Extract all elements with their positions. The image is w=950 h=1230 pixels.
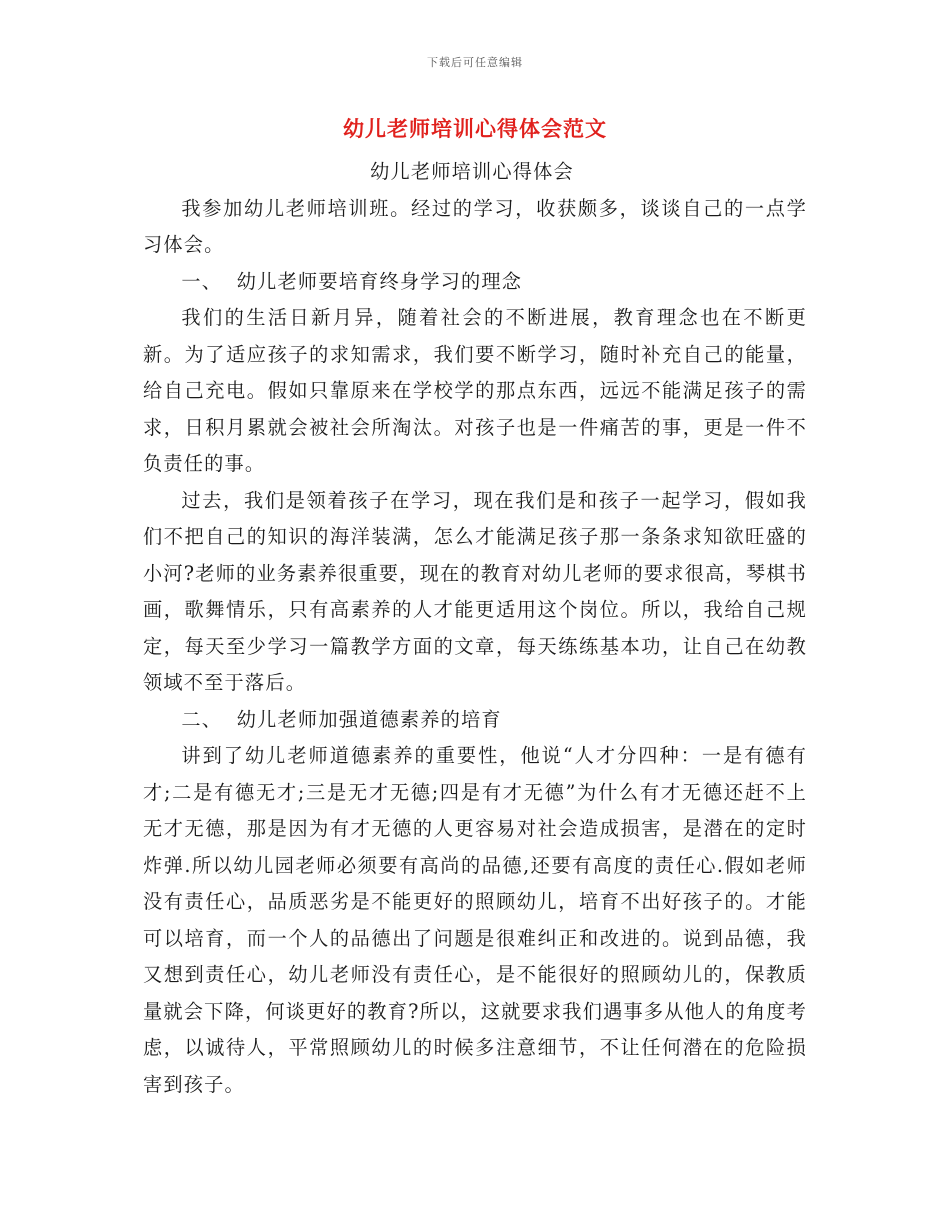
document-subtitle: 幼儿老师培训心得体会 <box>370 160 574 183</box>
section-1-paragraph: 我们的生活日新月异，随着社会的不断进展，教育理念也在不断更新。为了适应孩子的求知需求，我们要不断学习，随时补充自己的能量，给自己充电。假如只靠原来在学校学的那点东西，远远不能满足孩子的需求，日积月累就会被社会所淘汰。对孩子也是一件痛苦的事，更是一件不负责任的事。 <box>143 306 807 475</box>
document-title: 幼儿老师培训心得体会范文 <box>343 117 607 141</box>
section-1-heading: 一、 幼儿老师要培育终身学习的理念 <box>181 269 523 293</box>
section-2-heading: 二、 幼儿老师加强道德素养的培育 <box>181 707 502 731</box>
section-2-paragraph: 讲到了幼儿老师道德素养的重要性，他说“人才分四种：一是有德有才;二是有德无才;三是无才无德;四是有才无德”为什么有才无德还赶不上无才无德，那是因为有才无德的人更容易对社会造成损害，是潜在的定时炸弹.所以幼儿园老师必须要有高尚的品德,还要有高度的责任心.假如老师没有责任心，品质恶劣是不能更好的照顾幼儿，培育不出好孩子的。才能可以培育，而一个人的品德出了问题是很难纠正和改进的。说到品德，我又想到责任心，幼儿老师没有责任心，是不能很好的照顾幼儿的，保教质量就会下降，何谈更好的教育?所以，这就要求我们遇事多从他人的角度考虑，以诚待人，平常照顾幼儿的时候多注意细节，不让任何潜在的危险损害到孩子。 <box>143 744 807 1096</box>
document-body <box>143 154 807 1103</box>
section-1-paragraph: 过去，我们是领着孩子在学习，现在我们是和孩子一起学习，假如我们不把自己的知识的海洋装满，怎么才能满足孩子那一条条求知欲旺盛的小河?老师的业务素养很重要，现在的教育对幼儿老师的要求很高，琴棋书画，歌舞情乐，只有高素养的人才能更适用这个岗位。所以，我给自己规定，每天至少学习一篇教学方面的文章，每天练练基本功，让自己在幼教领域不至于落后。 <box>143 488 807 694</box>
intro-paragraph: 我参加幼儿老师培训班。经过的学习，收获颇多，谈谈自己的一点学习体会。 <box>143 196 807 256</box>
page-header-note: 下载后可任意编辑 <box>427 56 523 69</box>
